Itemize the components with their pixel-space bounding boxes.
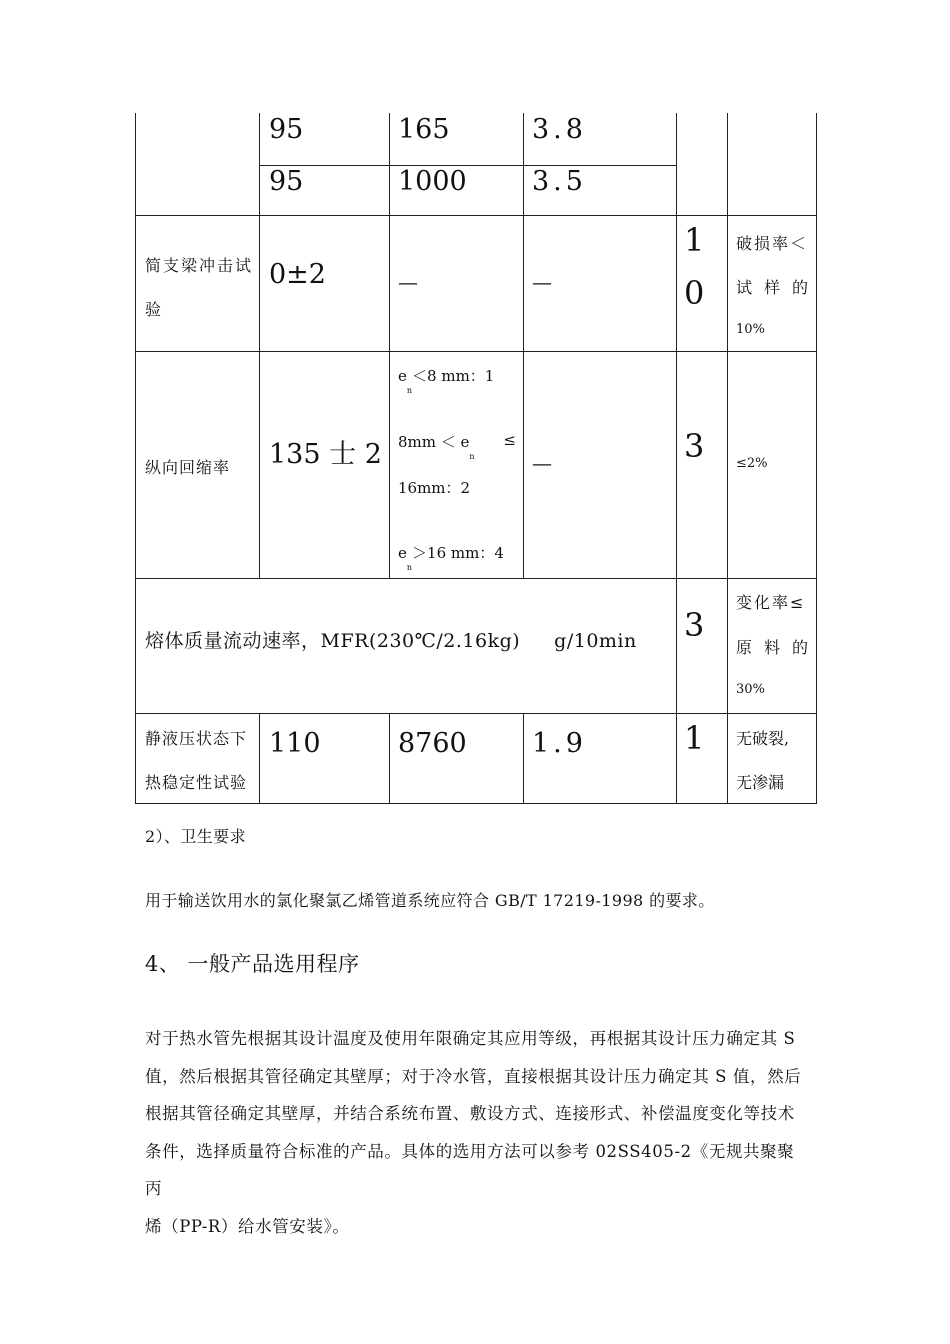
impact-req-line3: 10% [736, 322, 765, 337]
cell-time-1: 165 [398, 114, 450, 145]
table-row-divider-1 [135, 215, 817, 216]
hydro-count: 1 [684, 719, 705, 757]
table-border-right [816, 113, 817, 804]
shrink-cond2-sub: n [469, 452, 475, 461]
mfr-req-line3: 30% [736, 682, 765, 697]
paragraph-line: 对于热水管先根据其设计温度及使用年限确定其应用等级，再根据其设计压力确定其 S [145, 1029, 796, 1048]
shrink-cond1 [398, 365, 494, 395]
table-row-divider-3 [135, 578, 817, 579]
table-divider-col4 [676, 113, 677, 804]
section-heading-selection: 4、 一般产品选用程序 [145, 952, 360, 976]
impact-count-1: 1 [684, 221, 705, 259]
hydro-time: 8760 [398, 728, 467, 759]
hydro-stress: 1.9 [532, 728, 587, 759]
mfr-property: 熔体质量流动速率，MFR(230℃/2.16kg) [145, 630, 521, 652]
impact-req-line2: 试 样 的 [736, 278, 808, 297]
impact-name-line1: 简支梁冲击试 [145, 256, 254, 275]
paragraph-line: 值，然后根据其管径确定其壁厚；对于冷水管，直接根据其设计压力确定其 S 值，然后 [145, 1066, 802, 1086]
shrink-cond1-e: e [398, 367, 407, 385]
cell-temp-2: 95 [269, 166, 304, 197]
hydro-name-line1: 静液压状态下 [145, 729, 248, 748]
hydro-req-line2: 无渗漏 [736, 773, 785, 792]
hydro-name-line2: 热稳定性试验 [145, 773, 248, 792]
mfr-req-line2: 原 料 的 [736, 638, 808, 657]
table-divider-col5 [727, 113, 728, 804]
cell-stress-2: 3.5 [532, 166, 587, 197]
shrink-req: ≤2% [736, 456, 768, 471]
table-row-divider-2 [135, 351, 817, 352]
shrink-count: 3 [684, 427, 705, 465]
impact-count-2: 0 [684, 274, 705, 312]
table-divider-col1 [259, 113, 260, 578]
cell-time-2: 1000 [398, 166, 467, 197]
table-divider-col3 [523, 113, 524, 578]
cell-temp-1: 95 [269, 114, 304, 145]
mfr-label [145, 626, 637, 653]
table-border-left [135, 113, 136, 804]
paragraph-line: 烯（PP-R）给水管安装》。 [145, 1216, 350, 1236]
hydro-temp: 110 [269, 728, 321, 759]
shrink-temp: 135 士 2 [269, 439, 382, 470]
shrink-cond1-value: ＜8 mm：1 [412, 367, 495, 385]
impact-req-line1: 破损率＜ [736, 234, 809, 253]
table-divider-col2 [389, 113, 390, 578]
table-divider-col1b [259, 713, 260, 804]
cell-stress-1: 3.8 [532, 114, 587, 145]
impact-stress: — [532, 270, 552, 294]
shrink-cond3 [398, 542, 504, 572]
mfr-count: 3 [684, 606, 705, 644]
shrink-cond3-e: e [398, 544, 407, 562]
selection-paragraph [145, 1020, 810, 1245]
table-divider-col3b [523, 713, 524, 804]
paragraph-line: 根据其管径确定其壁厚，并结合系统布置、敷设方式、连接形式、补偿温度变化等技术 [145, 1104, 795, 1123]
impact-time: — [398, 270, 418, 294]
shrink-stress: — [532, 451, 552, 475]
paragraph-line: 条件，选择质量符合标准的产品。具体的选用方法可以参考 02SS405-2《无规共聚聚丙 [145, 1141, 795, 1198]
table-divider-col2b [389, 713, 390, 804]
shrink-name: 纵向回缩率 [145, 458, 231, 477]
hydro-req-line1: 无破裂, [736, 729, 790, 748]
hygiene-text: 用于输送饮用水的氯化聚氯乙烯管道系统应符合 GB/T 17219-1998 的要求。 [145, 891, 715, 910]
shrink-cond2-end: 16mm：2 [398, 479, 471, 497]
mfr-req-line1: 变化率≤ [736, 593, 806, 612]
shrink-cond2-a: 8mm ＜ e [398, 433, 470, 451]
shrink-cond3-value: ＞16 mm：4 [412, 544, 504, 562]
shrink-cond3-sub: n [406, 563, 413, 572]
shrink-cond2 [398, 431, 520, 461]
mfr-unit: g/10min [554, 630, 637, 652]
test-requirements-table [135, 113, 817, 804]
table-subrow-divider [259, 165, 677, 166]
section-title-hygiene: 2）、卫生要求 [145, 827, 246, 846]
impact-name-line2: 验 [145, 300, 162, 319]
table-row-divider-4 [135, 713, 817, 714]
shrink-cond1-sub: n [406, 386, 413, 395]
shrink-cond2-le: ≤ [503, 431, 516, 449]
table-border-bottom [135, 803, 817, 804]
impact-temp: 0±2 [269, 259, 326, 290]
